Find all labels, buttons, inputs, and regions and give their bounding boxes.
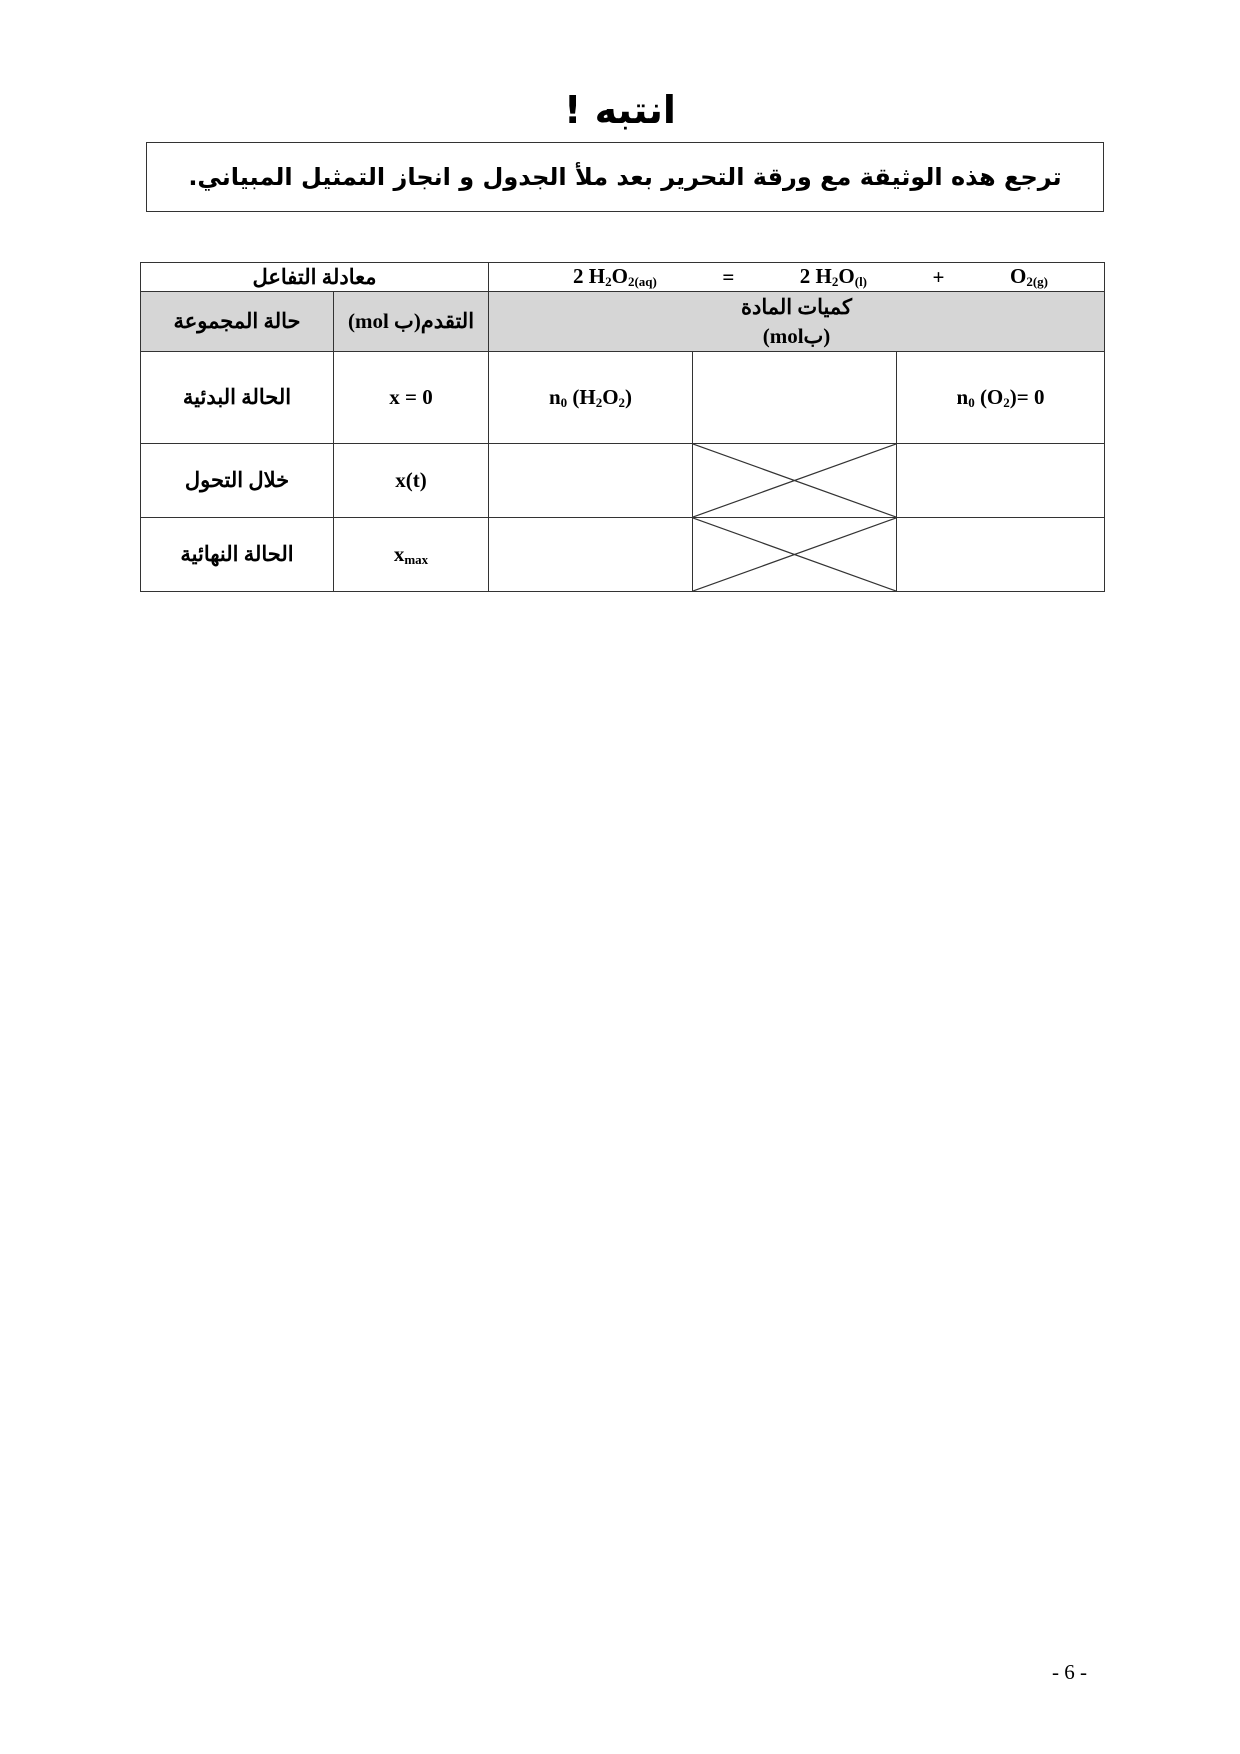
- cell-o2-during[interactable]: [897, 444, 1105, 518]
- table-row: [141, 444, 1105, 518]
- product-o2: [1010, 264, 1048, 290]
- page-title: انتبه !: [564, 88, 676, 132]
- header-quantities: [489, 292, 1105, 352]
- equals-sign: =: [722, 264, 735, 289]
- cross-icon: [693, 444, 896, 517]
- header-state: حالة المجموعة: [141, 292, 334, 352]
- cell-text: O: [602, 384, 619, 409]
- page-number: - 6 -: [1052, 1660, 1087, 1684]
- notice-box: [146, 142, 1104, 212]
- table-row: [141, 518, 1105, 592]
- cell-h2o2-initial: [489, 352, 693, 444]
- cell-sub: 0: [560, 394, 568, 410]
- cross-icon: [693, 518, 896, 591]
- plus-sign: +: [932, 264, 945, 289]
- cell-sub: 0: [968, 394, 975, 410]
- product-text: O: [1009, 264, 1027, 288]
- cell-h2o2-final[interactable]: [489, 518, 693, 592]
- product-text: O: [838, 264, 855, 288]
- reactant-h2o2: [573, 264, 657, 290]
- reaction-equation: [489, 263, 1105, 292]
- reactant-text: O: [611, 264, 628, 288]
- cell-sub: max: [404, 551, 429, 567]
- cell-text: x: [393, 541, 405, 566]
- cell-text: (O: [974, 384, 1004, 409]
- crossed-cell-final: [693, 518, 897, 592]
- cell-text: )= 0: [1009, 384, 1045, 409]
- product-text: 2 H: [799, 264, 832, 288]
- table-row: [141, 352, 1105, 444]
- state-final: الحالة النهائية: [141, 518, 334, 592]
- product-sub: (l): [854, 274, 868, 289]
- state-initial: الحالة البدئية: [141, 352, 334, 444]
- cell-sub: 2: [618, 394, 626, 410]
- cell-text: n: [956, 384, 969, 409]
- state-during: خلال التحول: [141, 444, 334, 518]
- advancement-table: [140, 262, 1105, 592]
- header-row: [141, 292, 1105, 352]
- advancement-during: x(t): [334, 444, 489, 518]
- product-sub: 2: [831, 274, 839, 289]
- product-sub: 2(g): [1026, 274, 1048, 289]
- cell-text: (H: [567, 384, 596, 409]
- crossed-cell-during: [693, 444, 897, 518]
- cell-sub: 2: [1003, 394, 1010, 410]
- header-unit: (بmol): [762, 323, 831, 348]
- advancement-final: [334, 518, 489, 592]
- product-h2o: [800, 264, 867, 290]
- advancement-initial: x = 0: [334, 352, 489, 444]
- header-quantities-label: كميات المادة: [740, 294, 853, 319]
- reactant-text: 2 H: [573, 264, 606, 288]
- header-advancement: التقدم(ب mol): [334, 292, 489, 352]
- cell-o2-initial: [897, 352, 1105, 444]
- notice-text: ترجع هذه الوثيقة مع ورقة التحرير بعد ملأ الجدول و انجاز التمثيل المبياني.: [188, 163, 1062, 191]
- cell-sub: 2: [595, 394, 603, 410]
- cell-text: ): [625, 384, 633, 409]
- equation-row: [141, 263, 1105, 292]
- cell-h2o-initial[interactable]: [693, 352, 897, 444]
- equation-label: معادلة التفاعل: [141, 263, 489, 292]
- cell-text: n: [548, 384, 561, 409]
- cell-o2-final[interactable]: [897, 518, 1105, 592]
- reactant-sub: 2: [605, 274, 612, 289]
- cell-h2o2-during[interactable]: [489, 444, 693, 518]
- reactant-sub: 2(aq): [627, 274, 657, 289]
